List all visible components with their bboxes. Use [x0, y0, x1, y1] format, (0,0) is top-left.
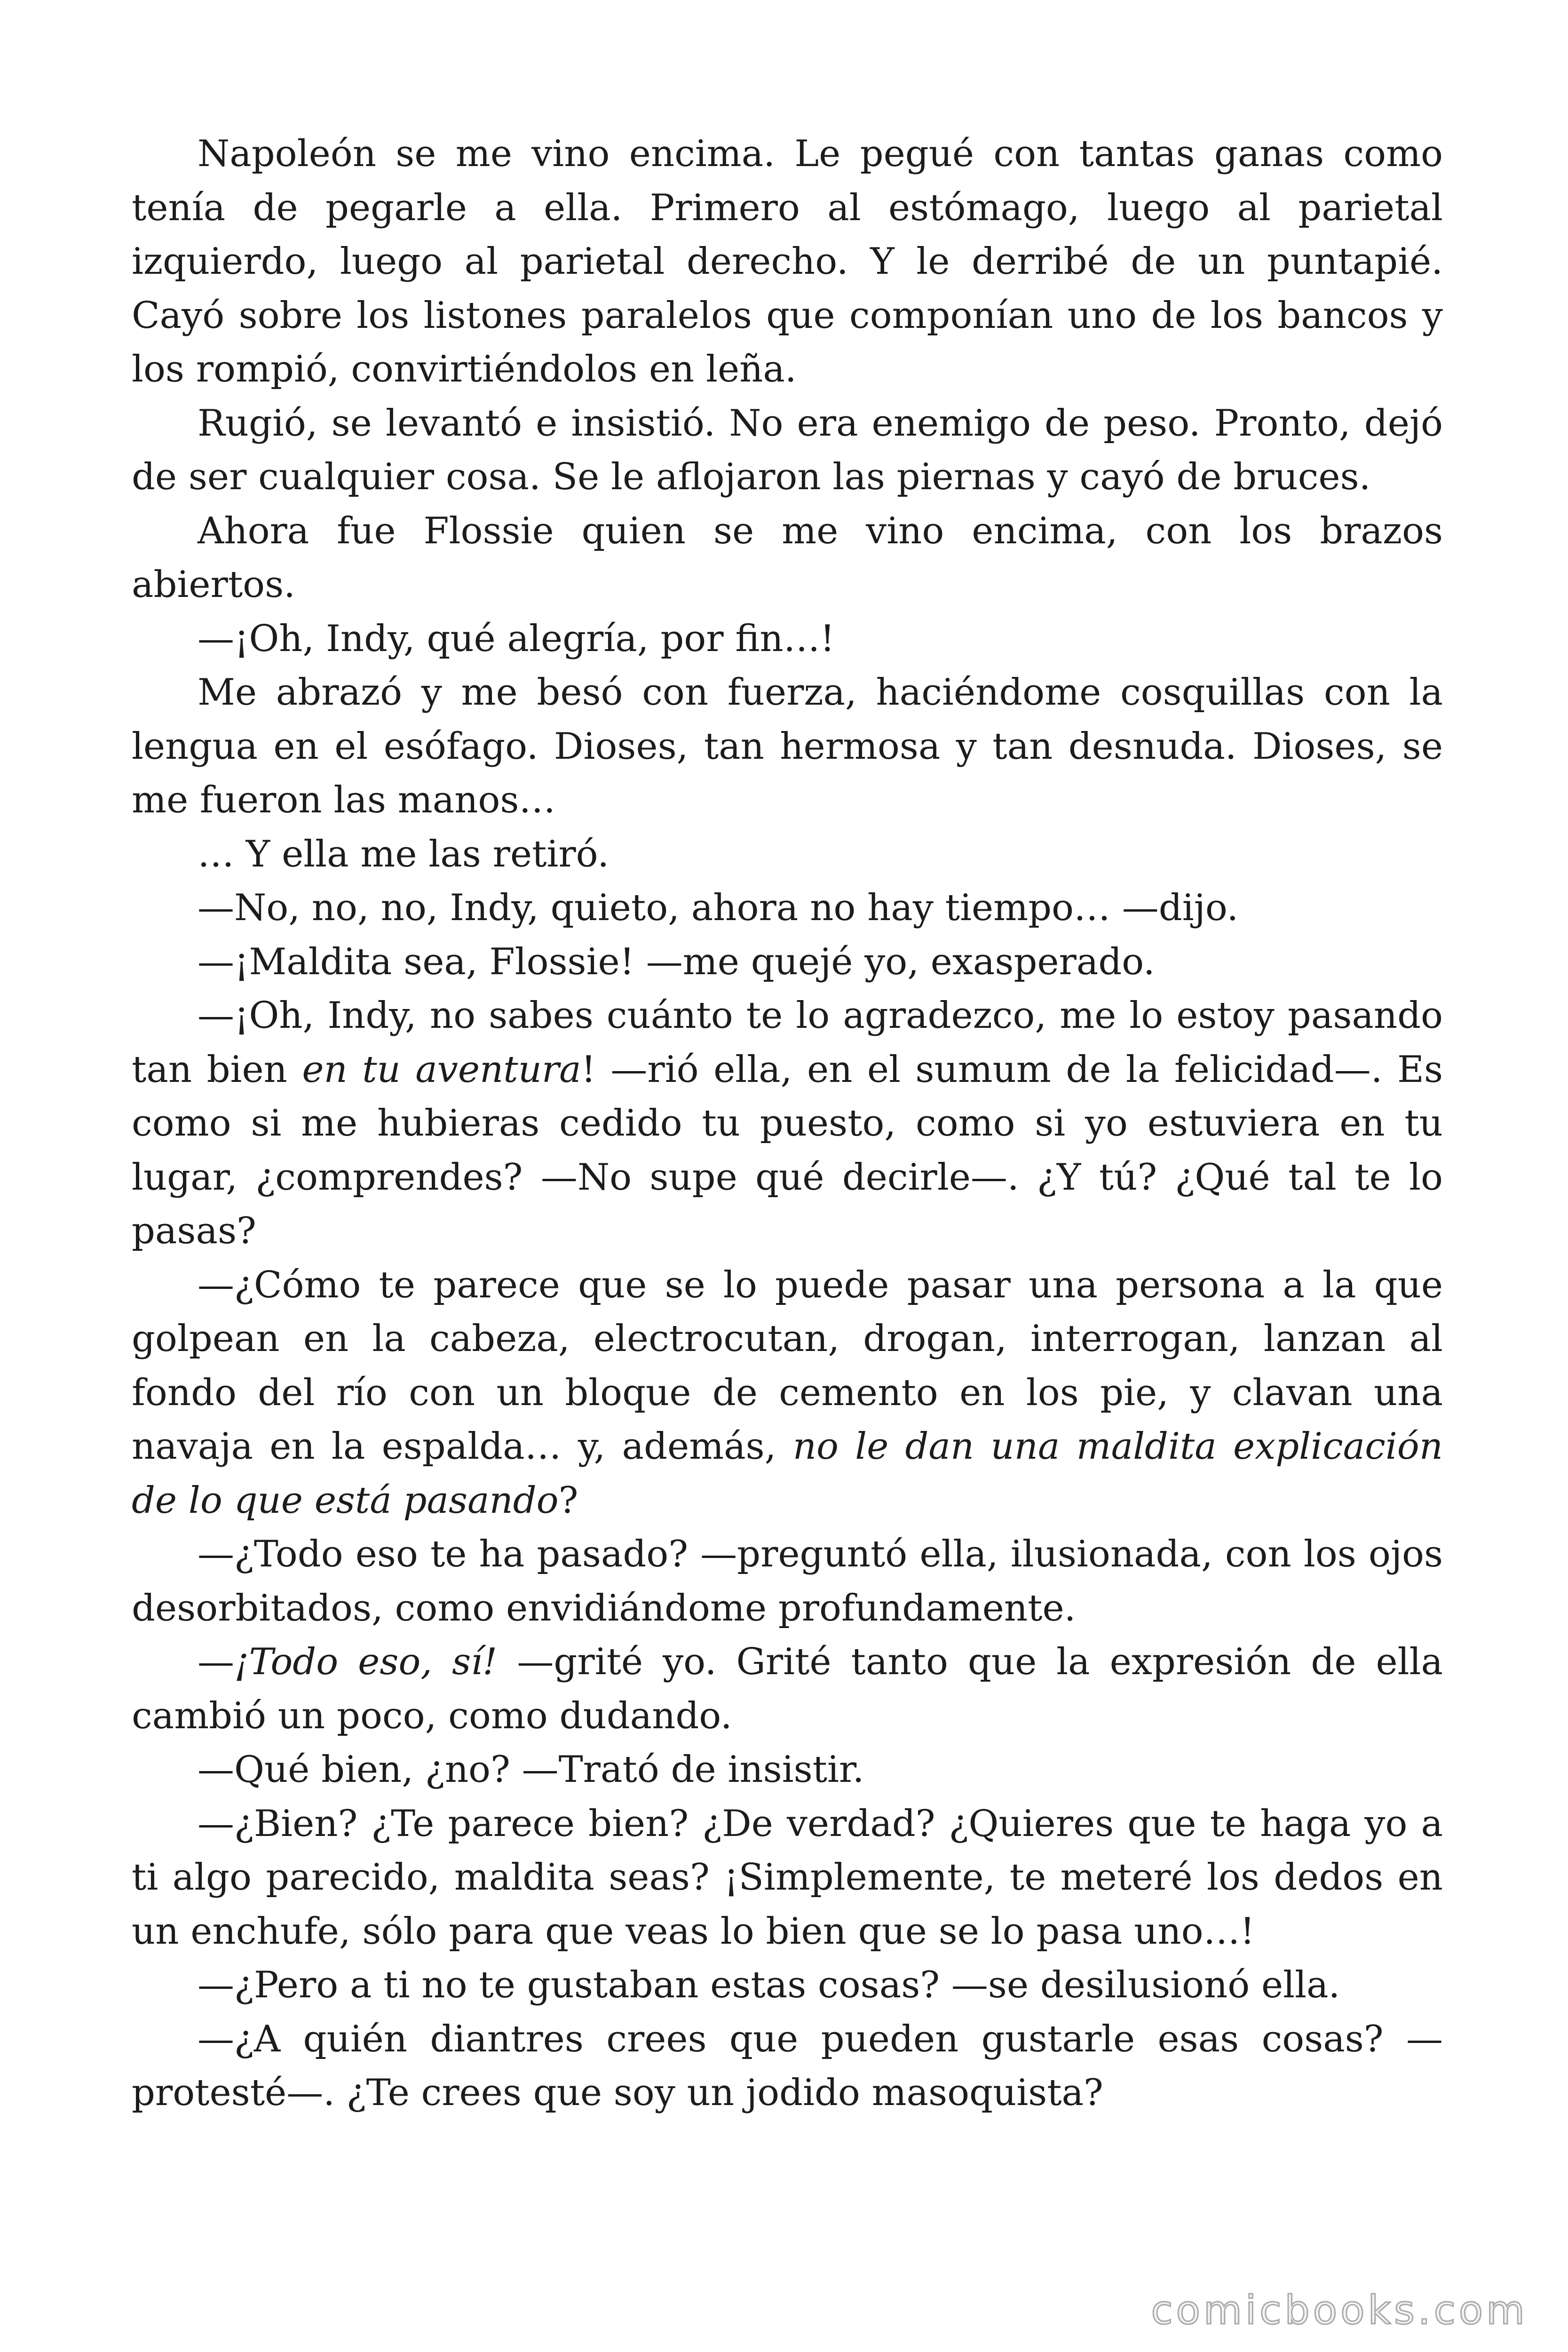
text-run: Napoleón se me vino encima. Le pegué con tantas ganas como tenía de pegarle a ella. Primero al estómago, luego al parietal izquierdo, luego al parietal derecho. Y le derribé de un puntapié. Cayó sobre los listones paralelos que componían uno de los bancos y los rompió, convirtiéndolos en leña. [132, 133, 1443, 390]
paragraph [132, 612, 1443, 666]
paragraph [132, 1797, 1443, 1959]
paragraph [132, 397, 1443, 504]
text-run: —¿A quién diantres crees que pueden gustarle esas cosas? —protesté—. ¿Te crees que soy un jodido masoquista? [132, 2018, 1443, 2114]
watermark: comicbooks.com [1151, 2287, 1528, 2333]
paragraph [132, 827, 1443, 882]
paragraph [132, 127, 1443, 397]
italic-text-run: en tu aventura [302, 1048, 581, 1091]
paragraph [132, 881, 1443, 935]
paragraph [132, 1958, 1443, 2012]
paragraph [132, 1743, 1443, 1797]
text-run: Rugió, se levantó e insistió. No era enemigo de peso. Pronto, dejó de ser cualquier cosa. Se le aflojaron las piernas y cayó de bruces. [132, 402, 1443, 498]
text-run: —¿Cómo te parece que se lo puede pasar una persona a la que golpean en la cabeza, electrocutan, drogan, interrogan, lanzan al fondo del río con un bloque de cemento en los pie, y clavan una navaja en la espalda… y, además, [132, 1263, 1443, 1468]
text-run: ? [558, 1479, 578, 1522]
text-run: —Qué bien, ¿no? —Trató de insistir. [198, 1748, 864, 1791]
paragraph [132, 2012, 1443, 2120]
text-run: —¿Bien? ¿Te parece bien? ¿De verdad? ¿Quieres que te haga yo a ti algo parecido, maldita seas? ¡Simplemente, te meteré los dedos en un enchufe, sólo para que veas lo bien que se lo pasa uno…! [132, 1802, 1443, 1953]
text-run: —¿Pero a ti no te gustaban estas cosas? —se desilusionó ella. [198, 1964, 1340, 2006]
text-run: —¿Todo eso te ha pasado? —preguntó ella, ilusionada, con los ojos desorbitados, como envidiándome profundamente. [132, 1533, 1443, 1629]
paragraph [132, 1527, 1443, 1635]
text-run: Me abrazó y me besó con fuerza, haciéndome cosquillas con la lengua en el esófago. Dioses, tan hermosa y tan desnuda. Dioses, se me fueron las manos… [132, 671, 1443, 821]
paragraph [132, 1258, 1443, 1528]
paragraph [132, 989, 1443, 1258]
text-run: ! —rió ella, en el sumum de la felicidad—. Es como si me hubieras cedido tu puesto, como si yo estuviera en tu lugar, ¿comprendes? —No supe qué decirle—. ¿Y tú? ¿Qué tal te lo pasas? [132, 1048, 1443, 1252]
italic-text-run: no le dan una maldita explicación de lo que está pasando [132, 1425, 1443, 1522]
page-text [132, 127, 1443, 2120]
text-run: —No, no, no, Indy, quieto, ahora no hay tiempo… —dijo. [198, 887, 1239, 929]
text-run: Ahora fue Flossie quien se me vino encima, con los brazos abiertos. [132, 509, 1443, 606]
text-run: — [198, 1641, 234, 1683]
text-run: … Y ella me las retiró. [198, 833, 610, 875]
paragraph [132, 935, 1443, 989]
text-run: —grité yo. Grité tanto que la expresión de ella cambió un poco, como dudando. [132, 1641, 1443, 1737]
text-run: —¡Maldita sea, Flossie! —me quejé yo, exasperado. [198, 940, 1155, 983]
paragraph [132, 666, 1443, 827]
paragraph [132, 1635, 1443, 1743]
text-run: —¡Oh, Indy, qué alegría, por fin…! [198, 617, 835, 660]
italic-text-run: ¡Todo eso, sí! [234, 1641, 498, 1683]
paragraph [132, 504, 1443, 612]
text-run: —¡Oh, Indy, no sabes cuánto te lo agradezco, me lo estoy pasando tan bien [132, 994, 1443, 1091]
